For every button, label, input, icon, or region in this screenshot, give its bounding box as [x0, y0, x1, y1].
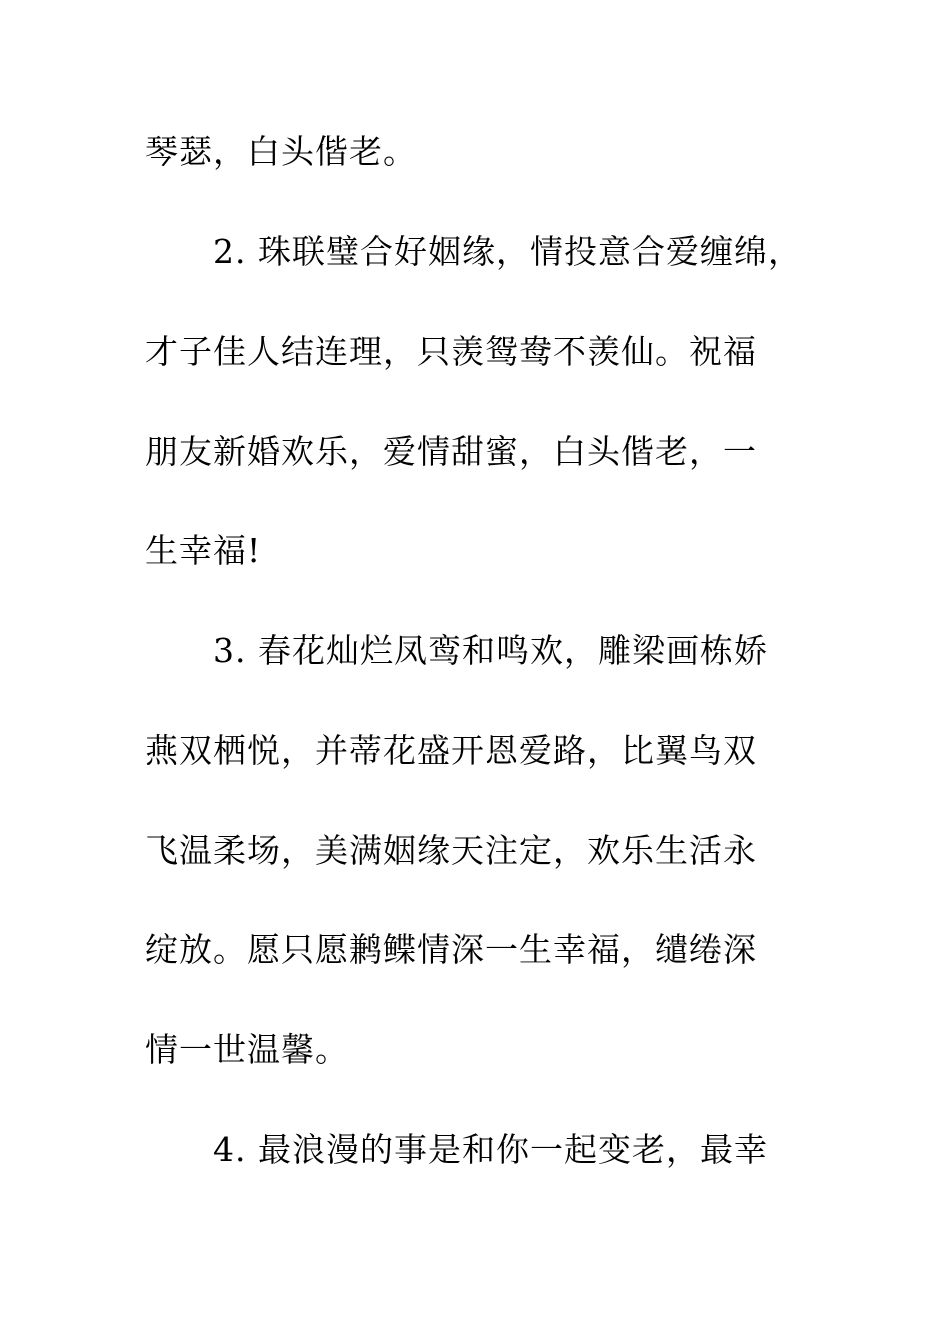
text-line: 燕双栖悦，并蒂花盛开恩爱路，比翼鸟双	[145, 731, 757, 770]
text-line: 琴瑟，白头偕老。	[145, 132, 417, 171]
text-line: 绽放。愿只愿鹣鲽情深一生幸福，缱绻深	[145, 930, 757, 969]
text-line: 才子佳人结连理，只羡鸳鸯不羡仙。祝福	[145, 332, 757, 371]
text-line: 2. 珠联璧合好姻缘，情投意合爱缠绵，	[213, 232, 802, 271]
text-line: 朋友新婚欢乐，爱情甜蜜，白头偕老，一	[145, 432, 757, 471]
text-line: 生幸福!	[145, 531, 262, 570]
text-line: 4. 最浪漫的事是和你一起变老，最幸	[213, 1130, 768, 1169]
text-line: 飞温柔场，美满姻缘天注定，欢乐生活永	[145, 831, 757, 870]
text-line: 情一世温馨。	[145, 1030, 349, 1069]
text-line: 3. 春花灿烂凤鸾和鸣欢，雕梁画栋娇	[213, 631, 768, 670]
